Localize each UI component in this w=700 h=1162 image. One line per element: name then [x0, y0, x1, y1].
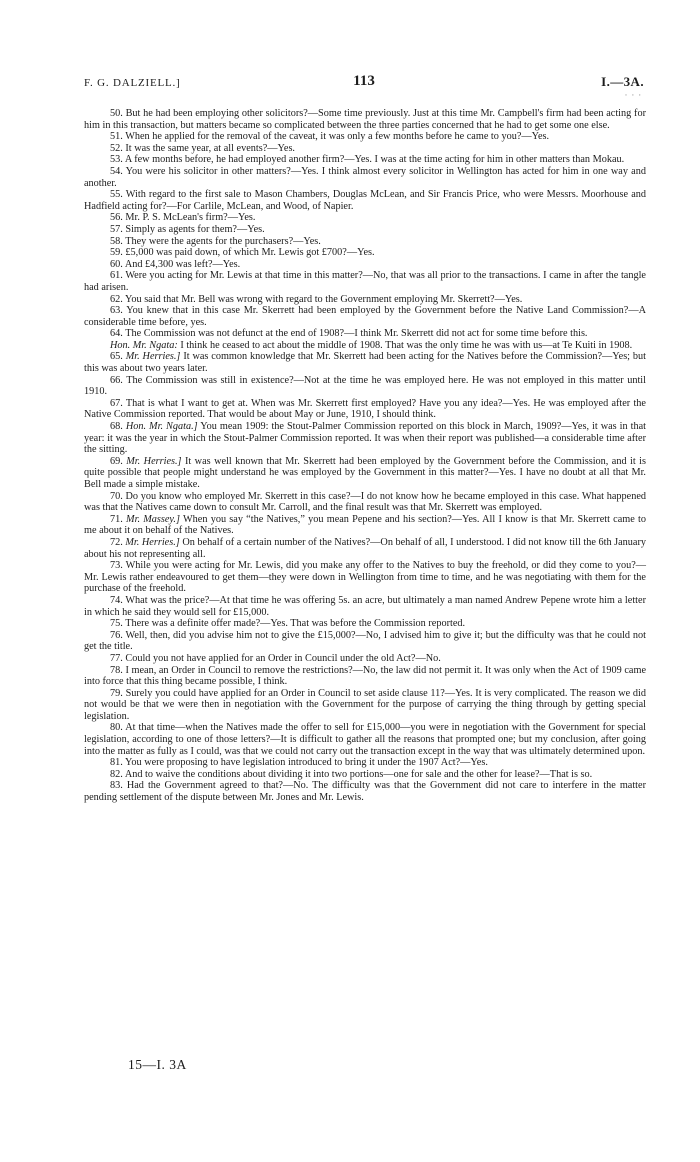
question-number: 67. — [110, 397, 123, 409]
paragraph-text: Surely you could have applied for an Order in Council to set aside clause 11?—Yes. It is very complicated. The reason we did not would be that we were then in negotiation with the Government for the purpose of carrying the thing through by getting special legislation. — [84, 687, 647, 722]
page-header — [84, 73, 644, 100]
speaker-label: Mr. Herries.] — [125, 351, 181, 363]
paragraph-text: You said that Mr. Bell was wrong with regard to the Government employing Mr. Skerrett?—Yes. — [125, 293, 523, 305]
question-number: 65. — [110, 351, 123, 363]
paragraph-text: Were you acting for Mr. Lewis at that time in this matter?—No, that was all prior to the transactions. I came in after the tangle had arisen. — [84, 270, 646, 293]
witness-name: F. G. DALZIELL.] — [84, 77, 181, 89]
paragraph-text: But he had been employing other solicitors?—Some time previously. Just at this time Mr. Campbell's firm had been acting for him in this transaction, but matters became so complicated between the three parties concerned that he had to get some one else. — [84, 108, 646, 131]
paragraph-text: When you say “the Natives,” you mean Pepene and his section?—Yes. All I know is that Mr. Skerrett came to me about it on behalf of the Natives. — [84, 513, 646, 537]
testimony-paragraph — [84, 398, 646, 421]
question-number: 81. — [110, 757, 123, 769]
testimony-paragraph — [84, 328, 646, 340]
paragraph-text: What was the price?—At that time he was offering 5s. an acre, but ultimately a man named Andrew Pepene wrote him a letter in which he said they would sell for £15,000. — [84, 594, 646, 618]
testimony-body — [84, 108, 646, 804]
question-number: 79. — [110, 687, 123, 699]
testimony-paragraph — [84, 537, 646, 560]
question-number: 58. — [110, 235, 123, 247]
paragraph-text: Could you not have applied for an Order in Council under the old Act?—No. — [125, 652, 441, 664]
question-number: 83. — [110, 780, 123, 792]
testimony-paragraph — [84, 757, 646, 769]
testimony-paragraph — [84, 630, 646, 653]
question-number: 73. — [110, 560, 123, 572]
question-number: 71. — [110, 513, 123, 525]
speaker-label: Hon. Mr. Ngata.] — [125, 421, 198, 433]
question-number: 66. — [110, 374, 123, 386]
question-number: 80. — [110, 722, 123, 734]
paragraph-text: You were his solicitor in other matters?—Yes. I think almost every solicitor in Wellington has acted for him in one way and another. — [84, 165, 646, 189]
testimony-paragraph — [84, 375, 646, 398]
question-number: 70. — [110, 490, 123, 502]
question-number: 53. — [110, 154, 123, 166]
testimony-paragraph — [84, 653, 646, 665]
question-number: 77. — [110, 652, 123, 664]
question-number: 82. — [110, 768, 123, 780]
testimony-paragraph — [84, 166, 646, 189]
question-number: 62. — [110, 293, 123, 305]
speaker-label: Mr. Herries.] — [126, 455, 182, 467]
paragraph-text: Mr. P. S. McLean's firm?—Yes. — [125, 212, 256, 224]
testimony-paragraph — [84, 780, 646, 803]
testimony-paragraph — [84, 224, 646, 236]
testimony-paragraph — [84, 769, 646, 781]
paragraph-text: A few months before, he had employed another firm?—Yes. I was at the time acting for him in other matters than Mokau. — [124, 154, 625, 166]
testimony-paragraph — [84, 456, 646, 491]
testimony-paragraph — [84, 143, 646, 155]
testimony-paragraph — [84, 189, 646, 212]
question-number: 64. — [110, 328, 123, 340]
paragraph-text: I think he ceased to act about the middle of 1908. That was the only time he was with us—at Te Kuiti in 1908. — [180, 339, 633, 351]
question-number: 57. — [110, 223, 123, 235]
testimony-paragraph — [84, 722, 646, 757]
header-mark: · · · — [624, 90, 642, 100]
testimony-paragraph — [84, 294, 646, 306]
paragraph-text: You mean 1909: the Stout-Palmer Commission reported on this block in March, 1909?—Yes, it was in that year: it was the year in which the Stout-Palmer Commission reported. It was when their report was published—a considerable time after the sitting. — [84, 421, 647, 456]
paragraph-text: And to waive the conditions about dividing it into two portions—one for sale and the other for lease?—That is so. — [124, 768, 593, 780]
question-number: 74. — [110, 594, 123, 606]
testimony-paragraph — [84, 247, 646, 259]
testimony-paragraph — [84, 421, 646, 456]
paragraph-text: While you were acting for Mr. Lewis, did you make any offer to the Natives to buy the freehold, or did they come to you?—Mr. Lewis rather endeavoured to get them—they were down in Wellington from time to time, and he was negotiating with them for the purchase of the freehold. — [84, 560, 646, 595]
question-number: 63. — [110, 305, 123, 317]
testimony-paragraph — [84, 665, 646, 688]
question-number: 60. — [110, 258, 123, 270]
testimony-paragraph — [84, 236, 646, 248]
paragraph-text: At that time—when the Natives made the offer to sell for £15,000—you were in negotiation with the Government for special legislation, according to one of those letters?—It is difficult to gather all the reasons that prompted one; but my conclusion, after going into the matter as fully as I could, was that we could not carry out the transaction except in the way that was ultimately determined upon. — [84, 722, 646, 757]
paragraph-text: It was the same year, at all events?—Yes. — [125, 142, 295, 154]
testimony-paragraph — [84, 108, 646, 131]
question-number: 75. — [110, 618, 123, 630]
question-number: 55. — [110, 189, 123, 201]
paragraph-text: It was well known that Mr. Skerrett had been employed by the Government before the Commission, and it is quite possible that people might understand he was employed by the Government in this matter?—Yes. I have no doubt at all that Mr. Bell made a simple mistake. — [84, 455, 647, 490]
paragraph-text: On behalf of a certain number of the Natives?—On behalf of all, I understood. I did not know till the 6th January about his not representing all. — [84, 536, 647, 560]
paragraph-text: It was common knowledge that Mr. Skerrett had been acting for the Natives before the Commission?—Yes; but this was about two years later. — [84, 351, 647, 375]
question-number: 78. — [110, 664, 123, 676]
question-number: 56. — [110, 212, 123, 224]
paragraph-text: Had the Government agreed to that?—No. The difficulty was that the Government did not care to interfere in the matter pending settlement of the dispute between Mr. Jones and Mr. Lewis. — [84, 780, 646, 804]
speaker-label: Hon. Mr. Ngata: — [110, 339, 178, 351]
question-number: 54. — [110, 165, 123, 177]
page-number: 113 — [353, 73, 375, 89]
paragraph-text: The Commission was not defunct at the end of 1908?—I think Mr. Skerrett did not act for some time before this. — [125, 328, 588, 340]
question-number: 76. — [110, 629, 123, 641]
testimony-paragraph — [84, 270, 646, 293]
paragraph-text: You were proposing to have legislation introduced to bring it under the 1907 Act?—Yes. — [125, 757, 488, 769]
paragraph-text: And £4,300 was left?—Yes. — [124, 258, 241, 270]
paragraph-text: When he applied for the removal of the caveat, it was only a few months before he came to you?—Yes. — [125, 131, 550, 143]
question-number: 50. — [110, 108, 123, 119]
testimony-paragraph — [84, 131, 646, 143]
question-number: 69. — [110, 455, 123, 467]
question-number: 61. — [110, 270, 123, 282]
signature-mark: 15—I. 3A — [128, 1057, 187, 1072]
testimony-paragraph — [84, 212, 646, 224]
question-number: 52. — [110, 142, 123, 154]
document-reference: I.—3A. — [601, 74, 644, 89]
speaker-label: Mr. Herries.] — [125, 536, 180, 548]
paragraph-text: There was a definite offer made?—Yes. That was before the Commission reported. — [125, 618, 466, 630]
testimony-paragraph — [84, 351, 646, 374]
testimony-paragraph — [84, 340, 646, 352]
paragraph-text: Simply as agents for them?—Yes. — [125, 223, 265, 235]
question-number: 72. — [110, 536, 123, 548]
testimony-paragraph — [84, 259, 646, 271]
testimony-paragraph — [84, 154, 646, 166]
testimony-paragraph — [84, 595, 646, 618]
question-number: 59. — [110, 247, 123, 259]
paragraph-text: That is what I want to get at. When was Mr. Skerrett first employed? Have you any idea?—Yes. He was employed after the Native Commission reported. That would be about May or June, 1910, I should think. — [84, 397, 646, 421]
paragraph-text: Do you know who employed Mr. Skerrett in this case?—I do not know how he became employed in this case. What happened was that the Natives came down to consult Mr. Carroll, and the final result was that Mr. Skerrett was employed. — [84, 490, 646, 514]
testimony-paragraph — [84, 560, 646, 595]
paragraph-text: I mean, an Order in Council to remove the restrictions?—No, the law did not permit it. It was only when the Act of 1909 came into force that this thing became possible, I think. — [84, 664, 647, 688]
paragraph-text: The Commission was still in existence?—Not at the time he was employed here. He was not employed in this matter until 1910. — [84, 374, 646, 398]
paragraph-text: They were the agents for the purchasers?—Yes. — [125, 235, 321, 247]
paragraph-text: Well, then, did you advise him not to give the £15,000?—No, I advised him to give it; but the difficulty was that he could not get the title. — [84, 629, 646, 653]
speaker-label: Mr. Massey.] — [126, 513, 180, 525]
paragraph-text: With regard to the first sale to Mason Chambers, Douglas McLean, and Sir Francis Price, who were Messrs. Moorhouse and Hadfield acting for?—For Carlile, McLean, and Wood, of Napier. — [84, 189, 646, 212]
testimony-paragraph — [84, 514, 646, 537]
testimony-paragraph — [84, 305, 646, 328]
paragraph-text: £5,000 was paid down, of which Mr. Lewis got £700?—Yes. — [125, 247, 375, 259]
question-number: 68. — [110, 421, 123, 433]
testimony-paragraph — [84, 688, 646, 723]
testimony-paragraph — [84, 618, 646, 630]
testimony-paragraph — [84, 491, 646, 514]
question-number: 51. — [110, 131, 123, 143]
paragraph-text: You knew that in this case Mr. Skerrett had been employed by the Government before the Native Land Commission?—A considerable time before, yes. — [84, 305, 647, 328]
